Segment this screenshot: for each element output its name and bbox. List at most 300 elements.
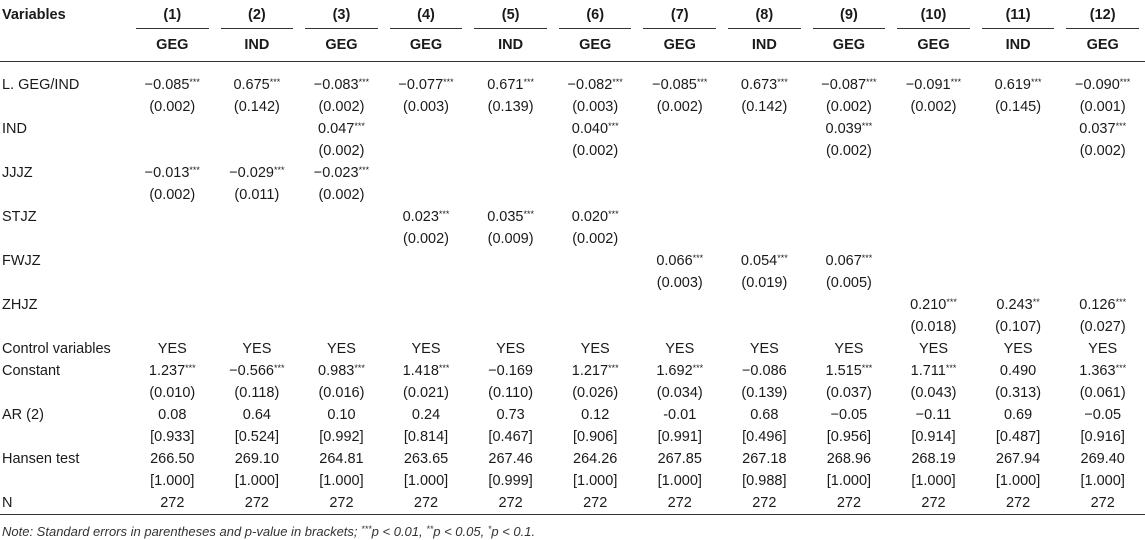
table-cell — [1060, 184, 1145, 206]
table-cell — [1060, 206, 1145, 228]
table-cell: YES — [834, 341, 864, 357]
table-cell — [891, 184, 976, 206]
row-label: FWJZ — [2, 253, 41, 269]
row-label — [0, 426, 130, 448]
table-cell: −0.566*** — [229, 363, 285, 379]
table-cell — [637, 184, 722, 206]
dependent-variable-5: IND — [498, 37, 524, 53]
table-row — [0, 184, 1145, 206]
table-cell — [1060, 162, 1145, 184]
table-cell: (0.145) — [995, 99, 1042, 115]
table-note: Note: Standard errors in parentheses and p-value in brackets; ***p < 0.01, **p < 0.05, *p < 0.1. — [2, 524, 536, 539]
table-cell: 0.490 — [999, 363, 1037, 379]
table-cell: (0.002) — [910, 99, 957, 115]
table-cell: 0.73 — [496, 407, 525, 423]
table-cell — [468, 294, 553, 316]
table-cell: 272 — [468, 492, 553, 515]
table-cell — [468, 118, 553, 140]
table-cell: (0.002) — [1079, 143, 1126, 159]
table-cell: [0.496] — [742, 429, 787, 445]
table-cell — [807, 294, 892, 316]
table-cell: 272 — [553, 492, 638, 515]
table-cell: −0.091*** — [905, 77, 962, 93]
table-cell: 267.85 — [657, 451, 702, 467]
table-cell: [0.914] — [911, 429, 956, 445]
table-cell: (0.118) — [234, 385, 280, 401]
table-cell: [0.814] — [403, 429, 449, 445]
table-row — [0, 206, 1145, 228]
table-cell: 272 — [215, 492, 300, 515]
table-cell — [215, 272, 300, 294]
table-cell — [891, 206, 976, 228]
row-label — [0, 140, 130, 162]
table-cell: (0.037) — [825, 385, 872, 401]
table-cell — [299, 294, 384, 316]
table-cell: 0.12 — [581, 407, 610, 423]
table-cell: 0.675*** — [233, 77, 281, 93]
dependent-variable-10: GEG — [917, 37, 950, 53]
table-cell: (0.002) — [149, 187, 196, 203]
column-number-1: (1) — [130, 0, 215, 29]
table-cell — [637, 118, 722, 140]
table-cell: (0.139) — [741, 385, 788, 401]
table-cell — [722, 140, 807, 162]
row-label — [0, 96, 130, 118]
table-row — [0, 426, 1145, 448]
table-cell: YES — [496, 341, 526, 357]
table-cell: 0.035*** — [487, 209, 534, 225]
table-cell: 0.619*** — [994, 77, 1042, 93]
table-cell — [807, 184, 892, 206]
table-cell: −0.085*** — [652, 77, 708, 93]
table-cell: YES — [1088, 341, 1118, 357]
table-cell — [976, 162, 1061, 184]
table-cell: [0.956] — [826, 429, 872, 445]
table-cell — [637, 206, 722, 228]
table-cell — [130, 272, 215, 294]
table-cell: 267.94 — [995, 451, 1041, 467]
column-number-11: (11) — [976, 0, 1061, 29]
table-cell — [976, 250, 1061, 272]
table-cell — [553, 162, 638, 184]
table-cell: 1.237*** — [148, 363, 196, 379]
dependent-variable-2: IND — [244, 37, 270, 53]
table-cell: 0.671*** — [487, 77, 534, 93]
row-label: N — [0, 492, 130, 515]
table-cell: 266.50 — [150, 451, 195, 467]
table-cell — [976, 118, 1061, 140]
table-cell: 264.26 — [573, 451, 618, 467]
table-cell — [891, 118, 976, 140]
table-cell: 1.692*** — [656, 363, 704, 379]
table-cell — [215, 206, 300, 228]
row-label — [0, 470, 130, 492]
table-cell: 272 — [807, 492, 892, 515]
table-cell — [299, 206, 384, 228]
table-cell: −0.090*** — [1075, 77, 1131, 93]
table-cell — [1060, 228, 1145, 250]
spacer-row — [0, 62, 1145, 75]
table-cell — [722, 184, 807, 206]
table-cell: [0.991] — [657, 429, 702, 445]
table-cell: 272 — [637, 492, 722, 515]
table-cell: (0.019) — [741, 275, 788, 291]
table-cell — [976, 228, 1061, 250]
row-label: AR (2) — [2, 407, 44, 423]
dependent-variable-3: GEG — [325, 37, 358, 53]
table-row — [0, 404, 1145, 426]
table-cell: 272 — [976, 492, 1061, 515]
table-cell — [130, 250, 215, 272]
table-cell: (0.313) — [995, 385, 1042, 401]
table-cell: 269.10 — [234, 451, 280, 467]
table-cell — [637, 140, 722, 162]
table-cell — [722, 206, 807, 228]
table-cell: 1.217*** — [571, 363, 619, 379]
table-cell: YES — [157, 341, 187, 357]
table-cell — [215, 250, 300, 272]
table-cell — [807, 162, 892, 184]
column-number-6: (6) — [553, 0, 638, 29]
table-cell — [384, 162, 469, 184]
table-cell — [553, 272, 638, 294]
dependent-variable-12: GEG — [1086, 37, 1119, 53]
table-cell: 0.64 — [242, 407, 271, 423]
table-cell — [637, 294, 722, 316]
table-cell — [384, 250, 469, 272]
dependent-variable-9: GEG — [832, 37, 866, 53]
table-cell: 0.10 — [327, 407, 356, 423]
table-cell — [553, 184, 638, 206]
row-label: L. GEG/IND — [2, 77, 80, 93]
table-cell: (0.016) — [318, 385, 365, 401]
table-cell — [976, 184, 1061, 206]
table-cell: [0.916] — [1080, 429, 1125, 445]
table-cell: [1.000] — [319, 473, 364, 489]
table-cell — [468, 140, 553, 162]
table-cell — [384, 272, 469, 294]
table-cell: 0.037*** — [1079, 121, 1127, 137]
table-cell — [468, 162, 553, 184]
table-cell: (0.005) — [825, 275, 872, 291]
table-cell — [384, 184, 469, 206]
row-label — [0, 228, 130, 250]
row-label: ZHJZ — [2, 297, 38, 313]
table-row — [0, 360, 1145, 382]
table-cell: (0.002) — [149, 99, 196, 115]
table-cell: [1.000] — [573, 473, 618, 489]
table-cell: YES — [580, 341, 610, 357]
table-cell: 0.067*** — [825, 253, 873, 269]
table-cell: (0.110) — [488, 385, 534, 401]
table-cell: (0.009) — [487, 231, 534, 247]
table-cell: (0.018) — [910, 319, 957, 335]
table-cell: 1.418*** — [402, 363, 450, 379]
table-cell: (0.002) — [318, 187, 365, 203]
table-cell: (0.003) — [572, 99, 619, 115]
table-cell: 268.96 — [826, 451, 872, 467]
table-cell — [891, 162, 976, 184]
table-row — [0, 338, 1145, 360]
row-label: Hansen test — [2, 451, 80, 467]
table-cell: −0.087*** — [821, 77, 877, 93]
table-cell — [807, 206, 892, 228]
table-cell: 272 — [1060, 492, 1145, 515]
column-number-10: (10) — [891, 0, 976, 29]
table-cell: [0.906] — [573, 429, 618, 445]
dep-var-blank — [0, 29, 130, 62]
table-cell — [891, 228, 976, 250]
table-cell — [130, 140, 215, 162]
table-cell — [130, 294, 215, 316]
table-cell: [0.992] — [319, 429, 364, 445]
dependent-variable-6: GEG — [579, 37, 612, 53]
table-cell: [1.000] — [403, 473, 449, 489]
table-cell: (0.003) — [403, 99, 449, 115]
table-cell: [0.999] — [488, 473, 533, 489]
table-cell: [1.000] — [911, 473, 956, 489]
row-label: IND — [2, 121, 27, 137]
table-cell — [722, 228, 807, 250]
row-label — [0, 316, 130, 338]
table-row — [0, 448, 1145, 470]
table-cell — [553, 294, 638, 316]
table-cell: −0.05 — [830, 407, 868, 423]
table-cell: YES — [665, 341, 695, 357]
table-cell: [0.933] — [150, 429, 195, 445]
table-cell — [637, 228, 722, 250]
table-cell — [976, 206, 1061, 228]
table-cell: 272 — [722, 492, 807, 515]
table-cell — [384, 294, 469, 316]
table-cell: (0.002) — [825, 143, 872, 159]
table-cell: YES — [242, 341, 272, 357]
table-cell: −0.11 — [915, 407, 952, 423]
table-cell — [976, 272, 1061, 294]
table-row — [0, 162, 1145, 184]
table-cell: [0.988] — [742, 473, 787, 489]
table-cell: (0.142) — [233, 99, 280, 115]
table-row — [0, 140, 1145, 162]
table-cell — [722, 118, 807, 140]
table-row — [0, 272, 1145, 294]
table-cell — [637, 316, 722, 338]
table-cell: 0.243** — [996, 297, 1040, 313]
table-cell: (0.107) — [995, 319, 1042, 335]
row-label — [0, 382, 130, 404]
table-cell: 0.126*** — [1079, 297, 1127, 313]
table-row — [0, 228, 1145, 250]
table-cell: 1.711*** — [910, 363, 957, 379]
column-number-row — [0, 0, 1145, 29]
table-cell — [722, 162, 807, 184]
table-cell: [1.000] — [150, 473, 195, 489]
table-cell: [1.000] — [234, 473, 280, 489]
column-number-8: (8) — [722, 0, 807, 29]
table-row — [0, 492, 1145, 515]
table-cell — [891, 250, 976, 272]
table-cell: 0.054*** — [740, 253, 788, 269]
table-cell: (0.034) — [656, 385, 703, 401]
table-cell: [0.487] — [995, 429, 1041, 445]
table-row — [0, 118, 1145, 140]
table-cell: 269.40 — [1080, 451, 1125, 467]
table-cell — [384, 140, 469, 162]
table-cell — [553, 250, 638, 272]
table-cell: [1.000] — [1080, 473, 1125, 489]
table-cell: 264.81 — [319, 451, 364, 467]
table-cell: −0.013*** — [144, 165, 200, 181]
dependent-variable-4: GEG — [409, 37, 443, 53]
table-cell: [1.000] — [657, 473, 702, 489]
table-cell — [299, 316, 384, 338]
table-cell — [384, 316, 469, 338]
table-cell: 0.68 — [750, 407, 779, 423]
table-cell: YES — [918, 341, 948, 357]
table-cell: 0.983*** — [318, 363, 365, 379]
table-cell — [807, 228, 892, 250]
table-cell — [299, 272, 384, 294]
table-cell: [0.524] — [234, 429, 280, 445]
table-cell — [299, 228, 384, 250]
table-cell: (0.002) — [572, 143, 619, 159]
table-cell: 0.020*** — [571, 209, 619, 225]
table-cell: 272 — [130, 492, 215, 515]
table-cell — [130, 316, 215, 338]
table-cell — [468, 184, 553, 206]
table-cell — [891, 140, 976, 162]
table-cell — [722, 316, 807, 338]
table-cell: −0.085*** — [144, 77, 200, 93]
table-cell: -0.01 — [663, 407, 697, 423]
dependent-variable-11: IND — [1005, 37, 1031, 53]
table-cell: 0.69 — [1003, 407, 1033, 423]
table-cell — [299, 250, 384, 272]
table-cell: 0.066*** — [656, 253, 704, 269]
table-row — [0, 470, 1145, 492]
row-label — [0, 272, 130, 294]
table-cell — [976, 140, 1061, 162]
table-cell — [384, 118, 469, 140]
table-cell — [1060, 250, 1145, 272]
table-cell: (0.026) — [572, 385, 619, 401]
table-cell: 272 — [384, 492, 469, 515]
table-cell — [130, 206, 215, 228]
dependent-variable-1: GEG — [156, 37, 189, 53]
table-row — [0, 250, 1145, 272]
table-cell: 268.19 — [911, 451, 956, 467]
column-number-3: (3) — [299, 0, 384, 29]
table-cell — [215, 228, 300, 250]
row-label: STJZ — [2, 209, 37, 225]
table-cell — [722, 294, 807, 316]
column-number-12: (12) — [1060, 0, 1145, 29]
column-number-4: (4) — [384, 0, 469, 29]
table-cell: (0.002) — [318, 99, 365, 115]
table-cell: 267.46 — [488, 451, 533, 467]
table-cell: −0.077*** — [398, 77, 454, 93]
column-number-7: (7) — [637, 0, 722, 29]
table-cell: 0.039*** — [825, 121, 873, 137]
table-cell: (0.002) — [572, 231, 619, 247]
dependent-variable-8: IND — [751, 37, 777, 53]
table-cell: (0.043) — [910, 385, 957, 401]
table-cell: [1.000] — [995, 473, 1041, 489]
table-cell: [1.000] — [826, 473, 872, 489]
table-cell: −0.169 — [488, 363, 533, 379]
table-cell: −0.083*** — [313, 77, 370, 93]
table-cell: (0.002) — [825, 99, 872, 115]
table-cell: (0.011) — [234, 187, 280, 203]
table-cell: 0.210*** — [910, 297, 957, 313]
table-cell: (0.002) — [403, 231, 449, 247]
table-cell — [468, 316, 553, 338]
table-cell: (0.002) — [318, 143, 365, 159]
table-row — [0, 382, 1145, 404]
table-cell: (0.061) — [1079, 385, 1126, 401]
table-cell — [807, 316, 892, 338]
table-cell — [468, 272, 553, 294]
table-cell: 0.023*** — [402, 209, 450, 225]
table-cell: 0.24 — [411, 407, 441, 423]
dependent-variable-row — [0, 29, 1145, 62]
table-cell: YES — [326, 341, 356, 357]
table-cell: 263.65 — [403, 451, 449, 467]
table-cell — [553, 316, 638, 338]
table-cell — [468, 250, 553, 272]
table-cell: (0.142) — [741, 99, 788, 115]
variables-header: Variables — [2, 6, 66, 23]
table-cell — [637, 162, 722, 184]
table-cell: 0.040*** — [571, 121, 619, 137]
table-cell: −0.082*** — [567, 77, 623, 93]
row-label: Constant — [2, 363, 61, 379]
column-number-2: (2) — [215, 0, 300, 29]
table-cell — [130, 228, 215, 250]
table-cell — [1060, 272, 1145, 294]
table-cell — [891, 272, 976, 294]
table-cell: 267.18 — [742, 451, 787, 467]
table-cell — [215, 118, 300, 140]
table-cell: −0.023*** — [313, 165, 370, 181]
table-cell: [0.467] — [488, 429, 533, 445]
table-cell — [215, 140, 300, 162]
table-cell: 272 — [299, 492, 384, 515]
table-cell: (0.001) — [1079, 99, 1126, 115]
table-cell: −0.029*** — [229, 165, 285, 181]
table-row — [0, 74, 1145, 96]
table-cell: YES — [749, 341, 779, 357]
dependent-variable-7: GEG — [663, 37, 696, 53]
row-label: JJJZ — [2, 165, 33, 181]
table-cell: (0.002) — [656, 99, 703, 115]
table-cell: −0.05 — [1084, 407, 1122, 423]
table-row — [0, 316, 1145, 338]
table-cell — [130, 118, 215, 140]
table-cell: 0.047*** — [318, 121, 365, 137]
table-cell: (0.027) — [1079, 319, 1126, 335]
table-cell: 1.363*** — [1079, 363, 1127, 379]
table-cell — [215, 294, 300, 316]
table-cell: 272 — [891, 492, 976, 515]
table-cell: YES — [411, 341, 441, 357]
table-row — [0, 294, 1145, 316]
row-label — [0, 184, 130, 206]
row-label: Control variables — [2, 341, 111, 357]
column-number-9: (9) — [807, 0, 892, 29]
table-cell: (0.139) — [487, 99, 534, 115]
table-cell: YES — [1003, 341, 1033, 357]
